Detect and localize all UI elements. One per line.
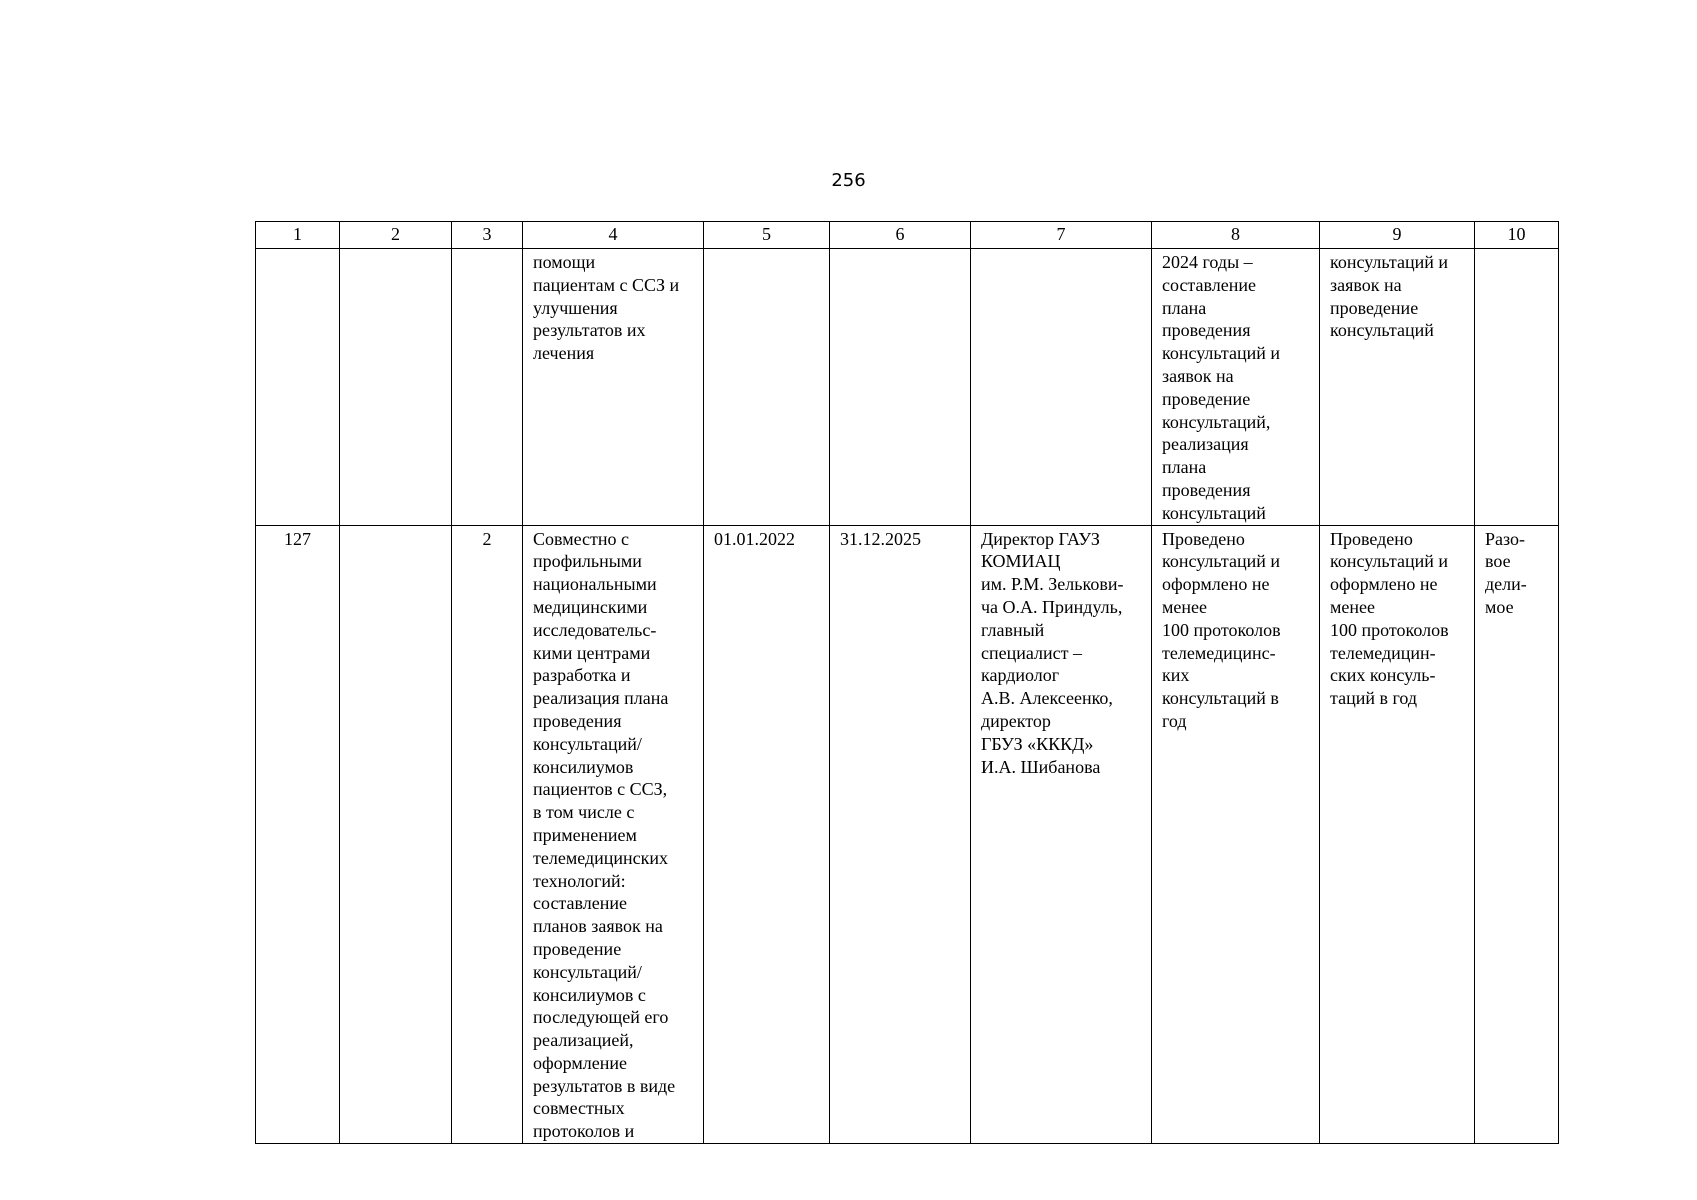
table-cell xyxy=(340,249,452,526)
table-cell xyxy=(452,249,523,526)
table-cell xyxy=(340,525,452,1144)
column-header-6: 6 xyxy=(830,222,971,249)
column-header-8: 8 xyxy=(1152,222,1320,249)
page-number: 256 xyxy=(831,170,866,191)
table-cell: 2 xyxy=(452,525,523,1144)
table-cell: Проведено консультаций и оформлено не менее 100 протоколов телемедицин- ских консуль- таций в год xyxy=(1320,525,1475,1144)
table-cell: консультаций и заявок на проведение консультаций xyxy=(1320,249,1475,526)
table-cell: Совместно с профильными национальными медицинскими исследовательс- кими центрами разработка и реализация плана проведения консультаций/ консилиумов пациентов с ССЗ, в том числе с применением телемедицинских технологий: составление планов заявок на проведение консультаций/ консилиумов с последующей его реализацией, оформление результатов в виде совместных протоколов и xyxy=(523,525,704,1144)
table-cell: 127 xyxy=(256,525,340,1144)
column-header-7: 7 xyxy=(971,222,1152,249)
table-cell xyxy=(971,249,1152,526)
table-cell: 2024 годы – составление плана проведения консультаций и заявок на проведение консультаций, реализация плана проведения консультаций xyxy=(1152,249,1320,526)
table-cell xyxy=(830,249,971,526)
table-cell xyxy=(1475,249,1559,526)
column-header-5: 5 xyxy=(704,222,830,249)
column-header-2: 2 xyxy=(340,222,452,249)
column-header-9: 9 xyxy=(1320,222,1475,249)
table-cell: Директор ГАУЗ КОМИАЦ им. Р.М. Зелькови- ча О.А. Приндуль, главный специалист – кардиолог А.В. Алексеенко, директор ГБУЗ «КККД» И.А. Шибанова xyxy=(971,525,1152,1144)
table-cell: 01.01.2022 xyxy=(704,525,830,1144)
table-cell xyxy=(256,249,340,526)
table-row xyxy=(256,525,1559,1144)
column-header-3: 3 xyxy=(452,222,523,249)
table-row xyxy=(256,249,1559,526)
table-cell xyxy=(704,249,830,526)
table-cell: помощи пациентам с ССЗ и улучшения результатов их лечения xyxy=(523,249,704,526)
column-header-4: 4 xyxy=(523,222,704,249)
document-table xyxy=(255,221,1559,1144)
column-header-1: 1 xyxy=(256,222,340,249)
table-cell: Проведено консультаций и оформлено не менее 100 протоколов телемедицинс- ких консультаций в год xyxy=(1152,525,1320,1144)
header-row xyxy=(256,222,1559,249)
column-header-10: 10 xyxy=(1475,222,1559,249)
table-cell: Разо- вое дели- мое xyxy=(1475,525,1559,1144)
table-cell: 31.12.2025 xyxy=(830,525,971,1144)
